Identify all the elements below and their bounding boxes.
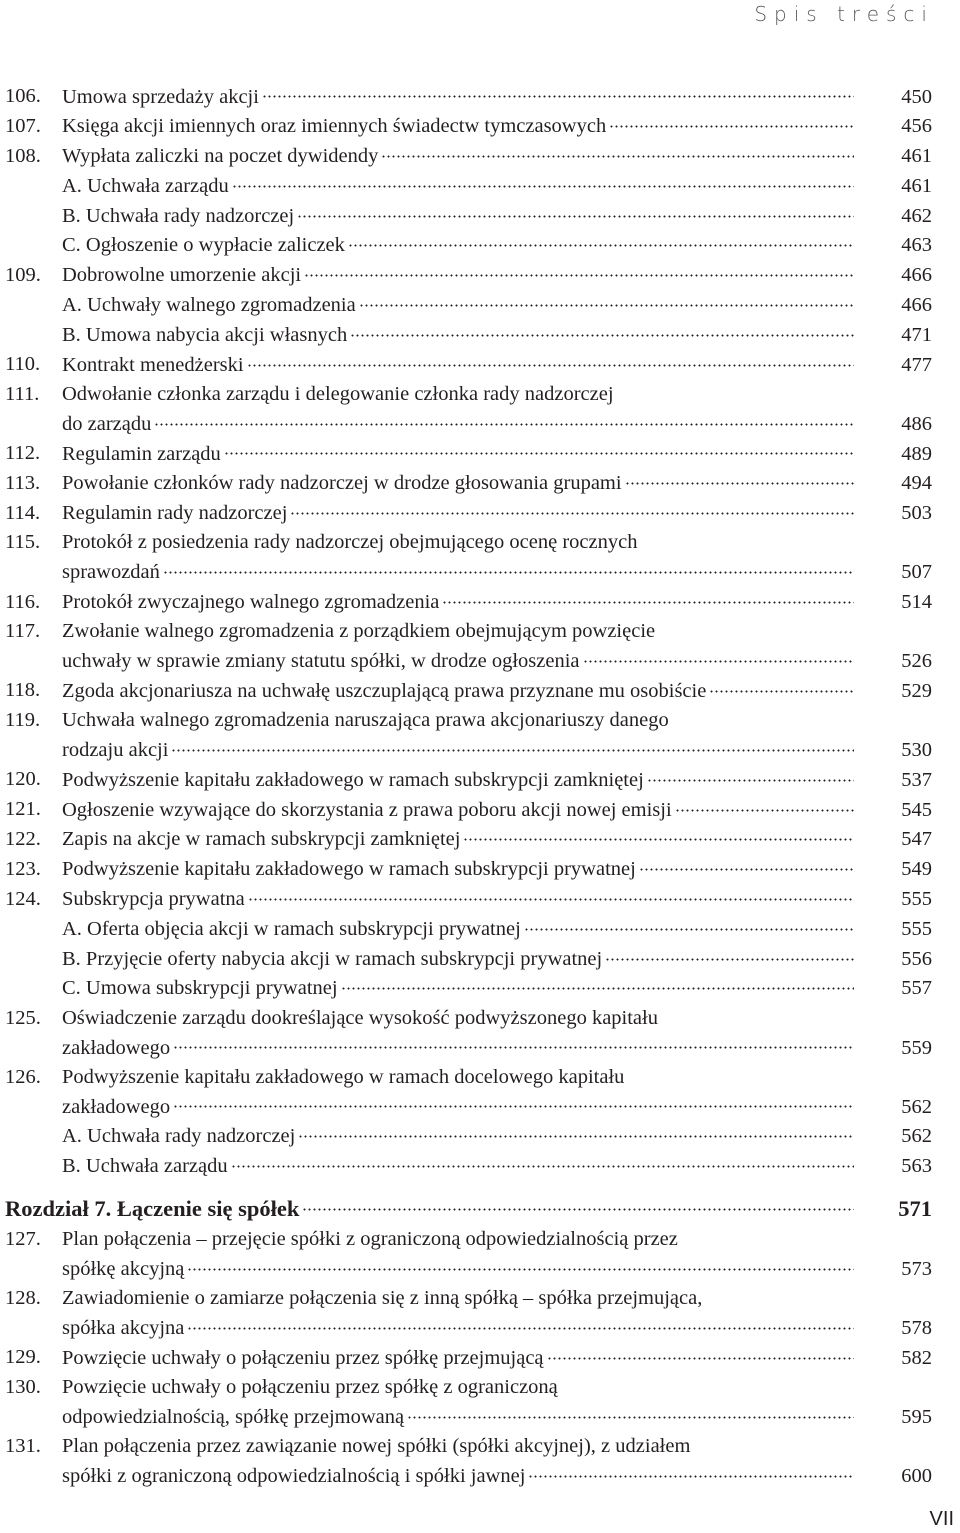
entry-page-number: 529 xyxy=(901,679,932,702)
entry-page-number: 507 xyxy=(901,561,932,584)
entry-page-number: 562 xyxy=(901,1095,932,1118)
entry-number: 124. xyxy=(5,887,41,910)
entry-number: 125. xyxy=(5,1006,41,1029)
entry-title-line: A. Uchwały walnego zgromadzenia xyxy=(62,294,356,317)
toc-entry[interactable] xyxy=(0,1063,960,1122)
toc-entry[interactable] xyxy=(0,380,960,439)
entry-page-number: 489 xyxy=(901,442,932,465)
toc-entry[interactable] xyxy=(0,914,960,944)
entry-number: 123. xyxy=(5,857,41,880)
entry-title xyxy=(62,380,854,439)
entry-page-number: 563 xyxy=(901,1155,932,1178)
entry-title-line: Podwyższenie kapitału zakładowego w ramach subskrypcji prywatnej xyxy=(62,858,636,881)
entry-title-line: C. Umowa subskrypcji prywatnej xyxy=(62,977,338,1000)
entry-title xyxy=(62,1284,854,1343)
entry-number: 131. xyxy=(5,1435,41,1458)
entry-page-number: 494 xyxy=(901,472,932,495)
entry-title xyxy=(62,795,854,825)
entry-title-line: Wypłata zaliczki na poczet dywidendy xyxy=(62,145,379,168)
entry-number: 121. xyxy=(5,798,41,821)
dot-leader xyxy=(709,676,854,697)
entry-page-number: 450 xyxy=(901,85,932,108)
entry-number: 116. xyxy=(5,590,41,613)
entry-title-line: odpowiedzialnością, spółkę przejmowaną xyxy=(62,1406,405,1429)
entry-title xyxy=(62,706,854,765)
toc-entry[interactable] xyxy=(0,974,960,1004)
entry-title xyxy=(62,320,854,350)
dot-leader xyxy=(605,944,854,965)
entry-number: 128. xyxy=(5,1287,41,1310)
entry-page-number: 477 xyxy=(901,353,932,376)
toc-entry[interactable] xyxy=(0,855,960,885)
dot-leader xyxy=(675,795,854,816)
entry-title-line: spółki z ograniczoną odpowiedzialnością i spółki jawnej xyxy=(62,1465,526,1488)
entry-title xyxy=(62,142,854,172)
entry-title xyxy=(62,944,854,974)
entry-number: 113. xyxy=(5,471,41,494)
entry-title-line: B. Przyjęcie oferty nabycia akcji w ramach subskrypcji prywatnej xyxy=(62,947,603,970)
toc-entry[interactable] xyxy=(0,528,960,587)
entry-title xyxy=(62,1063,854,1122)
toc-entry[interactable] xyxy=(0,885,960,915)
entry-number: 118. xyxy=(5,679,41,702)
toc-entry[interactable] xyxy=(0,1284,960,1343)
entry-title xyxy=(62,855,854,885)
entry-number: 130. xyxy=(5,1376,41,1399)
entry-title-line: B. Umowa nabycia akcji własnych xyxy=(62,323,348,346)
dot-leader xyxy=(163,558,854,579)
dot-leader xyxy=(290,499,854,520)
entry-title xyxy=(62,617,854,676)
dot-leader xyxy=(302,1193,854,1216)
entry-title-line: Regulamin rady nadzorczej xyxy=(62,502,288,525)
entry-page-number: 578 xyxy=(901,1317,932,1340)
entry-title-line: Protokół zwyczajnego walnego zgromadzenia xyxy=(62,591,440,614)
entry-title xyxy=(5,1193,854,1223)
entry-number: 114. xyxy=(5,501,41,524)
entry-page-number: 582 xyxy=(901,1346,932,1369)
toc-entry[interactable] xyxy=(0,1225,960,1284)
dot-leader xyxy=(154,409,854,430)
entry-title-line: Zapis na akcje w ramach subskrypcji zamkniętej xyxy=(62,828,461,851)
dot-leader xyxy=(547,1343,854,1364)
entry-page-number: 514 xyxy=(901,591,932,614)
entry-title-line: Plan połączenia przez zawiązanie nowej spółki (spółki akcyjnej), z udziałem xyxy=(62,1435,691,1458)
dot-leader xyxy=(224,439,854,460)
entry-title xyxy=(62,528,854,587)
entry-page-number: 503 xyxy=(901,502,932,525)
dot-leader xyxy=(528,1462,854,1483)
entry-title-line: Podwyższenie kapitału zakładowego w ramach subskrypcji zamkniętej xyxy=(62,768,644,791)
entry-number: 120. xyxy=(5,768,41,791)
dot-leader xyxy=(262,82,854,103)
dot-leader xyxy=(350,320,854,341)
entry-number: 108. xyxy=(5,144,41,167)
dot-leader xyxy=(341,974,854,995)
entry-title xyxy=(62,112,854,142)
dot-leader xyxy=(463,825,854,846)
entry-title-line: Odwołanie członka zarządu i delegowanie członka rady nadzorczej xyxy=(62,382,614,405)
entry-title-line: Plan połączenia – przejęcie spółki z ograniczoną odpowiedzialnością przez xyxy=(62,1228,678,1251)
entry-title-line: sprawozdań xyxy=(62,561,160,584)
toc-entry[interactable] xyxy=(0,439,960,469)
entry-page-number: 555 xyxy=(901,888,932,911)
entry-number: 127. xyxy=(5,1228,41,1251)
entry-page-number: 486 xyxy=(901,412,932,435)
toc-entry[interactable] xyxy=(0,320,960,350)
entry-page-number: 595 xyxy=(901,1406,932,1429)
entry-title-line: zakładowego xyxy=(62,1036,171,1059)
entry-number: 106. xyxy=(5,85,41,107)
entry-title xyxy=(62,914,854,944)
entry-title xyxy=(62,1225,854,1284)
entry-title-line: Zgoda akcjonariusza na uchwałę uszczuplającą prawa przyznane mu osobiście xyxy=(62,679,707,702)
entry-title xyxy=(62,499,854,529)
toc-entry[interactable] xyxy=(0,499,960,529)
entry-title-line: A. Uchwała zarządu xyxy=(62,174,229,197)
toc-entry[interactable] xyxy=(0,291,960,321)
entry-number: 126. xyxy=(5,1065,41,1088)
entry-title-line: Umowa sprzedaży akcji xyxy=(62,85,259,108)
toc-entry[interactable] xyxy=(0,1373,960,1432)
dot-leader xyxy=(609,112,854,133)
entry-page-number: 562 xyxy=(901,1125,932,1148)
dot-leader xyxy=(625,469,854,490)
entry-page-number: 461 xyxy=(901,145,932,168)
entry-page-number: 456 xyxy=(901,115,932,138)
entry-title-line: Zawiadomienie o zamiarze połączenia się z inną spółką – spółka przejmująca, xyxy=(62,1287,703,1310)
entry-title xyxy=(62,974,854,1004)
entry-page-number: 537 xyxy=(901,768,932,791)
dot-leader xyxy=(381,142,854,163)
entry-page-number: 573 xyxy=(901,1258,932,1281)
entry-page-number: 549 xyxy=(901,858,932,881)
entry-number: 117. xyxy=(5,620,41,643)
entry-title xyxy=(62,1373,854,1432)
entry-page-number: 530 xyxy=(901,739,932,762)
entry-page-number: 462 xyxy=(901,204,932,227)
entry-title xyxy=(62,588,854,618)
entry-title xyxy=(62,171,854,201)
entry-title xyxy=(62,1122,854,1152)
entry-page-number: 557 xyxy=(901,977,932,1000)
entry-title-line: Podwyższenie kapitału zakładowego w ramach docelowego kapitału xyxy=(62,1065,625,1088)
entry-title xyxy=(62,1152,854,1182)
entry-title-line: Uchwała walnego zgromadzenia naruszająca prawa akcjonariuszy danego xyxy=(62,709,669,732)
toc-entry[interactable] xyxy=(0,231,960,261)
dot-leader xyxy=(348,231,854,252)
entry-number: 119. xyxy=(5,709,41,732)
toc-entry[interactable] xyxy=(0,142,960,172)
dot-leader xyxy=(639,855,854,876)
entry-title-line: Zwołanie walnego zgromadzenia z porządkiem obejmującym powzięcie xyxy=(62,620,656,643)
toc-entry[interactable] xyxy=(0,795,960,825)
entry-number: 129. xyxy=(5,1346,41,1369)
entry-page-number: 547 xyxy=(901,828,932,851)
toc-entry[interactable] xyxy=(0,350,960,380)
page-number: VII xyxy=(929,1508,954,1530)
entry-title xyxy=(62,261,854,291)
entry-title xyxy=(62,1343,854,1373)
dot-leader xyxy=(187,1314,854,1335)
toc-entry[interactable] xyxy=(0,1432,960,1491)
entry-title-line: B. Uchwała rady nadzorczej xyxy=(62,204,295,227)
entry-title-line: Księga akcji imiennych oraz imiennych świadectw tymczasowych xyxy=(62,115,607,138)
dot-leader xyxy=(647,765,854,786)
entry-title-line: Powzięcie uchwały o połączeniu przez spółkę przejmującą xyxy=(62,1346,544,1369)
dot-leader xyxy=(298,1122,854,1143)
entry-title-line: uchwały w sprawie zmiany statutu spółki, w drodze ogłoszenia xyxy=(62,650,580,673)
entry-title xyxy=(62,201,854,231)
entry-title-line: Ogłoszenie wzywające do skorzystania z prawa poboru akcji nowej emisji xyxy=(62,798,672,821)
entry-number: 112. xyxy=(5,442,41,465)
entry-title xyxy=(62,291,854,321)
entry-page-number: 466 xyxy=(901,294,932,317)
dot-leader xyxy=(524,914,854,935)
dot-leader xyxy=(187,1255,854,1276)
running-head: Spis treści xyxy=(754,2,934,26)
entry-title-line: B. Uchwała zarządu xyxy=(62,1155,228,1178)
entry-title-line: Protokół z posiedzenia rady nadzorczej obejmującego ocenę rocznych xyxy=(62,531,638,554)
toc-entry[interactable] xyxy=(0,201,960,231)
toc-entry[interactable] xyxy=(0,1122,960,1152)
dot-leader xyxy=(359,291,854,312)
dot-leader xyxy=(231,1152,854,1173)
entry-title xyxy=(62,82,854,112)
entry-page-number: 466 xyxy=(901,264,932,287)
entry-title-line: A. Uchwała rady nadzorczej xyxy=(62,1125,296,1148)
entry-title-line: spółkę akcyjną xyxy=(62,1258,185,1281)
dot-leader xyxy=(247,350,854,371)
dot-leader xyxy=(171,736,854,757)
chapter-heading[interactable] xyxy=(0,1193,960,1223)
toc-entry[interactable] xyxy=(0,1004,960,1063)
entry-page-number: 545 xyxy=(901,798,932,821)
entry-number: 111. xyxy=(5,382,40,405)
entry-title xyxy=(62,1004,854,1063)
entry-number: 109. xyxy=(5,263,41,286)
entry-title xyxy=(62,1432,854,1491)
entry-page-number: 571 xyxy=(898,1195,932,1221)
entry-page-number: 555 xyxy=(901,917,932,940)
entry-number: 110. xyxy=(5,353,41,376)
dot-leader xyxy=(173,1092,854,1113)
entry-title-line: zakładowego xyxy=(62,1095,171,1118)
dot-leader xyxy=(248,885,854,906)
toc-entry[interactable] xyxy=(0,469,960,499)
toc-entry[interactable] xyxy=(0,1152,960,1182)
toc-entry[interactable] xyxy=(0,82,960,112)
toc-entry[interactable] xyxy=(0,112,960,142)
entry-title-line: Kontrakt menedżerski xyxy=(62,353,244,376)
entry-title-line: Regulamin zarządu xyxy=(62,442,221,465)
dot-leader xyxy=(232,171,854,192)
entry-page-number: 526 xyxy=(901,650,932,673)
entry-title xyxy=(62,676,854,706)
entry-title-line: Subskrypcja prywatna xyxy=(62,888,245,911)
entry-page-number: 461 xyxy=(901,174,932,197)
toc-entry[interactable] xyxy=(0,171,960,201)
toc-entry[interactable] xyxy=(0,676,960,706)
entry-title xyxy=(62,350,854,380)
dot-leader xyxy=(442,588,854,609)
entry-title-line: Rozdział 7. Łączenie się spółek xyxy=(5,1195,300,1221)
entry-title-line: C. Ogłoszenie o wypłacie zaliczek xyxy=(62,234,345,257)
entry-page-number: 463 xyxy=(901,234,932,257)
toc-entry[interactable] xyxy=(0,944,960,974)
entry-title-line: Powzięcie uchwały o połączeniu przez spółkę z ograniczoną xyxy=(62,1376,558,1399)
dot-leader xyxy=(583,647,855,668)
entry-title xyxy=(62,439,854,469)
dot-leader xyxy=(297,201,854,222)
entry-number: 115. xyxy=(5,531,41,554)
table-of-contents xyxy=(0,82,960,1491)
entry-title xyxy=(62,231,854,261)
entry-title-line: spółka akcyjna xyxy=(62,1317,185,1340)
toc-entry[interactable] xyxy=(0,765,960,795)
entry-page-number: 556 xyxy=(901,947,932,970)
entry-title-line: A. Oferta objęcia akcji w ramach subskrypcji prywatnej xyxy=(62,917,521,940)
toc-entry[interactable] xyxy=(0,825,960,855)
toc-entry[interactable] xyxy=(0,1343,960,1373)
entry-title xyxy=(62,469,854,499)
entry-title-line: Dobrowolne umorzenie akcji xyxy=(62,264,302,287)
entry-title xyxy=(62,885,854,915)
toc-entry[interactable] xyxy=(0,588,960,618)
entry-title-line: rodzaju akcji xyxy=(62,739,169,762)
entry-title xyxy=(62,825,854,855)
entry-number: 122. xyxy=(5,827,41,850)
entry-page-number: 600 xyxy=(901,1465,932,1488)
entry-title-line: Oświadczenie zarządu dookreślające wysokość podwyższonego kapitału xyxy=(62,1006,658,1029)
toc-entry[interactable] xyxy=(0,617,960,676)
dot-leader xyxy=(173,1033,854,1054)
entry-title xyxy=(62,765,854,795)
entry-title-line: do zarządu xyxy=(62,412,152,435)
toc-entry[interactable] xyxy=(0,706,960,765)
dot-leader xyxy=(304,261,854,282)
entry-page-number: 471 xyxy=(901,323,932,346)
entry-number: 107. xyxy=(5,114,41,137)
toc-entry[interactable] xyxy=(0,261,960,291)
dot-leader xyxy=(407,1403,854,1424)
entry-title-line: Powołanie członków rady nadzorczej w drodze głosowania grupami xyxy=(62,472,622,495)
entry-page-number: 559 xyxy=(901,1036,932,1059)
